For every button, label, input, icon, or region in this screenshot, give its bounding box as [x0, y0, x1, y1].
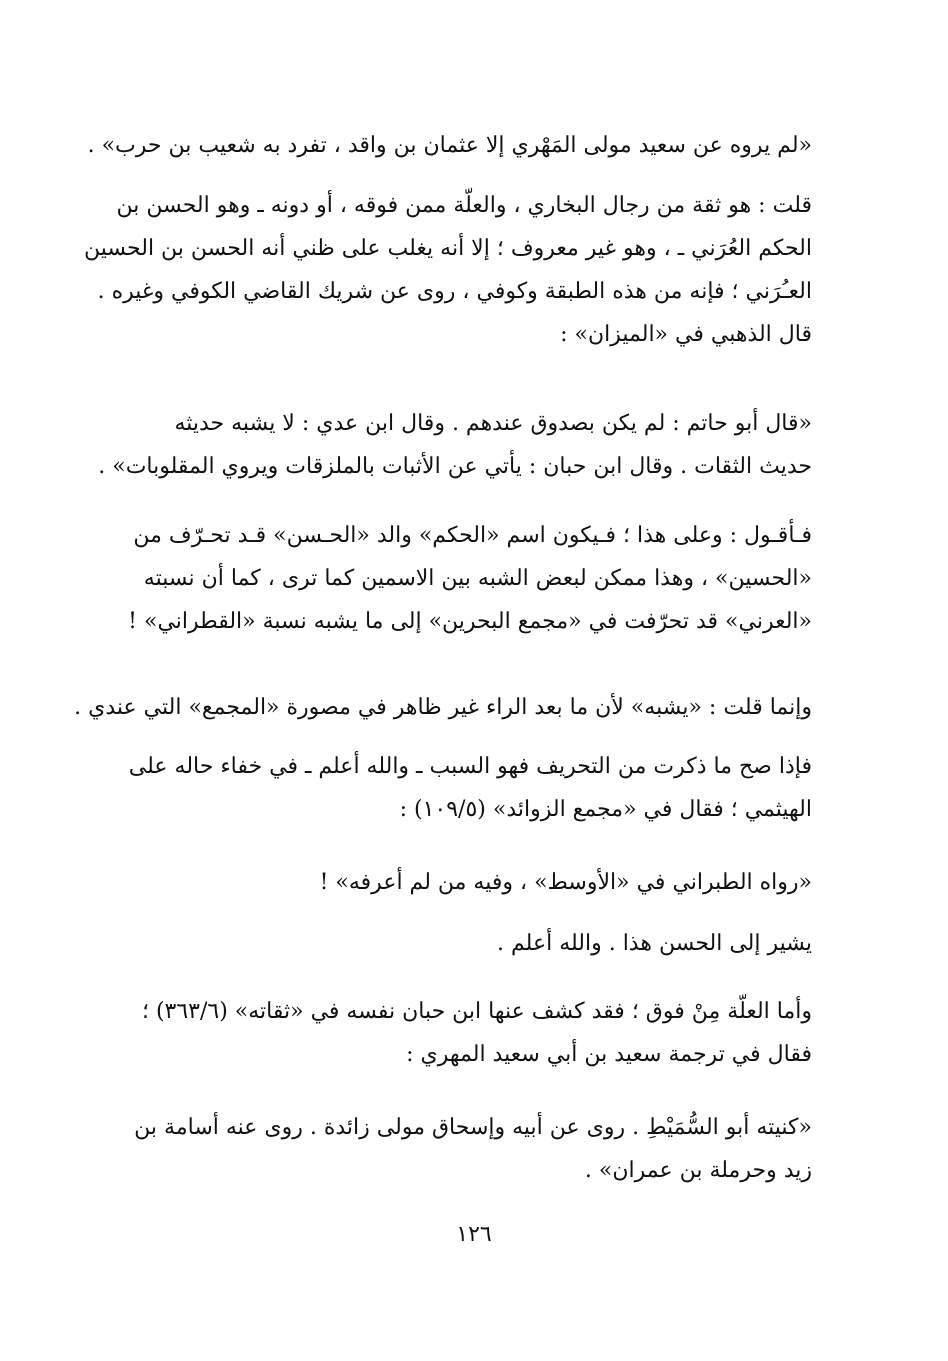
text-line: قال الذهبي في «الميزان» :: [560, 322, 812, 347]
text-line: «الحسين» ، وهذا ممكن لبعض الشبه بين الاسمين كما ترى ، كما أن نسبته: [143, 566, 812, 591]
quote-paragraph: [86, 402, 812, 488]
text-line: قلت : هو ثقة من رجال البخاري ، والعلّة ممن فوقه ، أو دونه ـ وهو الحسن بن: [116, 193, 812, 218]
text-line: الهيثمي ؛ فقال في «مجمع الزوائد» (١٠٩/٥) :: [399, 797, 812, 822]
text-line: العـُرَني ؛ فإنه من هذه الطبقة وكوفي ، روى عن شريك القاضي الكوفي وغيره .: [97, 279, 812, 304]
page-number: ١٢٦: [456, 1222, 492, 1247]
text-line: وأما العلّة مِنْ فوق ؛ فقد كشف عنها ابن حبان نفسه في «ثقاته» (٣٦٣/٦) ؛: [141, 999, 812, 1024]
text-line: فـأقـول : وعلى هذا ؛ فـيكون اسم «الحكم» والد «الحـسن» قـد تحـرّف من: [133, 523, 812, 548]
text-line: فإذا صح ما ذكرت من التحريف فهو السبب ـ والله أعلم ـ في خفاء حاله على: [128, 754, 812, 779]
quote-paragraph: [86, 861, 812, 904]
paragraph: [86, 922, 812, 965]
text-line: فقال في ترجمة سعيد بن أبي سعيد المهري :: [406, 1042, 812, 1067]
text-line: يشير إلى الحسن هذا . والله أعلم .: [497, 931, 812, 956]
paragraph: [86, 514, 812, 643]
text-line: وإنما قلت : «يشبه» لأن ما بعد الراء غير ظاهر في مصورة «المجمع» التي عندي .: [74, 695, 812, 720]
paragraph: [86, 745, 812, 831]
text-line: «لم يروه عن سعيد مولى المَهْري إلا عثمان بن واقد ، تفرد به شعيب بن حرب» .: [87, 133, 812, 158]
text-line: زيد وحرملة بن عمران» .: [584, 1158, 812, 1183]
text-line: «كنيته أبو السُّمَيْطِ . روى عن أبيه وإسحاق مولى زائدة . روى عنه أسامة بن: [134, 1115, 812, 1140]
paragraph: [86, 184, 812, 356]
text-line: «العرني» قد تحرّفت في «مجمع البحرين» إلى ما يشبه نسبة «القطراني» !: [128, 609, 812, 634]
paragraph: [74, 686, 812, 729]
paragraph: [86, 124, 812, 167]
paragraph: [86, 990, 812, 1076]
text-line: حديث الثقات . وقال ابن حبان : يأتي عن الأثبات بالملزقات ويروي المقلوبات» .: [98, 454, 812, 479]
text-line: الحكم العُرَني ـ ، وهو غير معروف ؛ إلا أنه يغلب على ظني أنه الحسن بن الحسين: [84, 236, 812, 261]
text-line: «قال أبو حاتم : لم يكن بصدوق عندهم . وقال ابن عدي : لا يشبه حديثه: [174, 411, 812, 436]
quote-paragraph: [86, 1106, 812, 1192]
text-line: «رواه الطبراني في «الأوسط» ، وفيه من لم أعرفه» !: [319, 870, 812, 895]
